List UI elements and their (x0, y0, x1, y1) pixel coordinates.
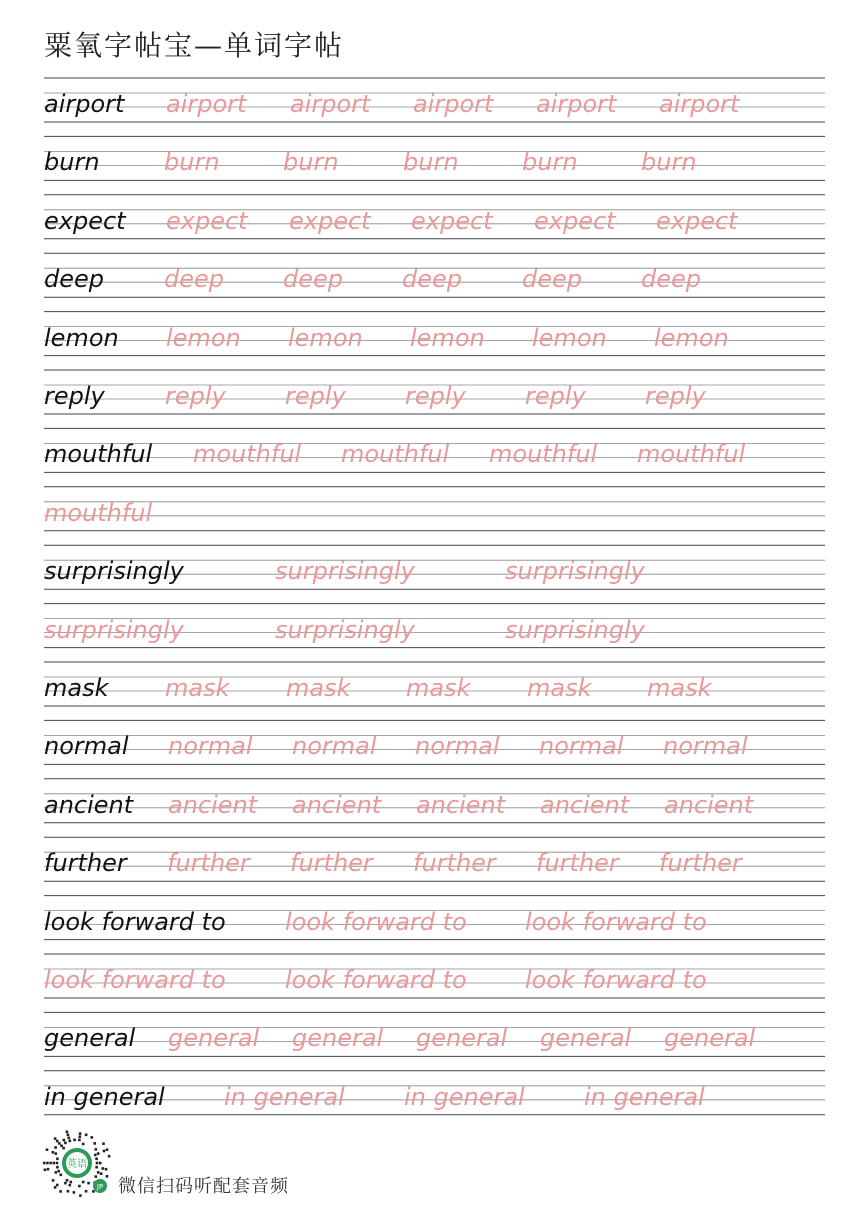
trace-word: mask (286, 674, 351, 702)
trace-word: burn (283, 148, 339, 177)
qr-badge-label: 英语 (67, 1159, 87, 1170)
trace-word: general (540, 1024, 632, 1053)
model-word: lemon (44, 323, 119, 352)
trace-word: general (664, 1024, 756, 1053)
practice-row (44, 954, 825, 1012)
trace-word: in general (404, 1082, 525, 1111)
trace-word: mouthful (44, 498, 153, 527)
trace-word: mouthful (489, 440, 598, 469)
practice-row (44, 312, 825, 370)
model-word: mask (44, 674, 109, 702)
trace-word: look forward to (525, 907, 707, 936)
trace-word: look forward to (285, 966, 467, 994)
practice-row (44, 78, 825, 136)
trace-word: airport (659, 90, 740, 118)
trace-word: lemon (166, 323, 241, 352)
model-word: expect (44, 206, 126, 235)
practice-row (44, 428, 825, 486)
model-word: ancient (44, 790, 134, 819)
practice-row (44, 1012, 825, 1070)
trace-word: general (416, 1024, 508, 1053)
trace-word: mouthful (637, 440, 746, 469)
trace-word: in general (224, 1082, 345, 1111)
trace-word: normal (539, 732, 624, 761)
page-title: 粟氧字帖宝—单词字帖 (44, 29, 345, 62)
trace-word: ancient (168, 790, 258, 819)
practice-row (44, 1071, 825, 1129)
trace-word: surprisingly (505, 557, 645, 586)
practice-row (44, 896, 825, 954)
model-word: look forward to (44, 907, 226, 936)
trace-word: deep (402, 265, 462, 294)
trace-word: expect (166, 206, 248, 235)
trace-word: airport (166, 90, 247, 118)
trace-word: burn (403, 148, 459, 177)
trace-word: surprisingly (275, 615, 415, 644)
trace-word: expect (534, 206, 616, 235)
trace-word: lemon (288, 323, 363, 352)
trace-word: normal (415, 732, 500, 761)
trace-word: airport (413, 90, 494, 118)
trace-word: airport (536, 90, 617, 118)
trace-word: normal (663, 732, 748, 761)
trace-word: deep (522, 265, 582, 294)
trace-word: look forward to (525, 966, 707, 994)
model-word: airport (44, 90, 125, 118)
model-word: reply (44, 382, 105, 410)
trace-word: ancient (664, 790, 754, 819)
practice-row (44, 253, 825, 311)
trace-word: reply (645, 382, 706, 410)
trace-word: expect (411, 206, 493, 235)
trace-word: airport (290, 90, 371, 118)
trace-word: reply (285, 382, 346, 410)
trace-word: general (292, 1024, 384, 1053)
model-word: mouthful (44, 440, 153, 469)
qr-corner-badge: JP (96, 1183, 104, 1191)
trace-word: further (413, 849, 496, 878)
trace-word: surprisingly (44, 615, 184, 644)
trace-word: ancient (292, 790, 382, 819)
trace-word: general (168, 1024, 260, 1053)
practice-row (44, 779, 825, 837)
model-word: burn (44, 148, 100, 177)
trace-word: burn (641, 148, 697, 177)
trace-word: further (290, 849, 373, 878)
trace-word: expect (656, 206, 738, 235)
trace-word: mask (165, 674, 230, 702)
trace-word: lemon (410, 323, 485, 352)
practice-row (44, 370, 825, 428)
trace-word: normal (292, 732, 377, 761)
model-word: general (44, 1024, 136, 1053)
trace-word: deep (164, 265, 224, 294)
trace-word: reply (165, 382, 226, 410)
trace-word: ancient (540, 790, 630, 819)
qr-code-icon[interactable] (42, 1128, 112, 1198)
trace-word: look forward to (44, 966, 226, 994)
practice-row (44, 545, 825, 603)
trace-word: mouthful (341, 440, 450, 469)
trace-word: mask (647, 674, 712, 702)
trace-word: deep (283, 265, 343, 294)
practice-row (44, 487, 825, 545)
model-word: in general (44, 1082, 165, 1111)
trace-word: burn (522, 148, 578, 177)
model-word: deep (44, 265, 104, 294)
trace-word: lemon (654, 323, 729, 352)
practice-row (44, 837, 825, 895)
trace-word: deep (641, 265, 701, 294)
scan-caption: 微信扫码听配套音频 (118, 1176, 289, 1197)
trace-word: reply (405, 382, 466, 410)
trace-word: mask (406, 674, 471, 702)
trace-word: expect (289, 206, 371, 235)
practice-row (44, 136, 825, 194)
practice-row (44, 662, 825, 720)
trace-word: further (167, 849, 250, 878)
trace-word: mask (527, 674, 592, 702)
practice-row (44, 604, 825, 662)
trace-word: lemon (532, 323, 607, 352)
trace-word: mouthful (193, 440, 302, 469)
practice-row (44, 720, 825, 778)
practice-row (44, 195, 825, 253)
trace-word: reply (525, 382, 586, 410)
model-word: further (44, 849, 127, 878)
trace-word: in general (584, 1082, 705, 1111)
model-word: surprisingly (44, 557, 184, 586)
trace-word: surprisingly (505, 615, 645, 644)
trace-word: further (659, 849, 742, 878)
trace-word: burn (164, 148, 220, 177)
trace-word: further (536, 849, 619, 878)
trace-word: surprisingly (275, 557, 415, 586)
trace-word: ancient (416, 790, 506, 819)
model-word: normal (44, 732, 129, 761)
trace-word: look forward to (285, 907, 467, 936)
trace-word: normal (168, 732, 253, 761)
